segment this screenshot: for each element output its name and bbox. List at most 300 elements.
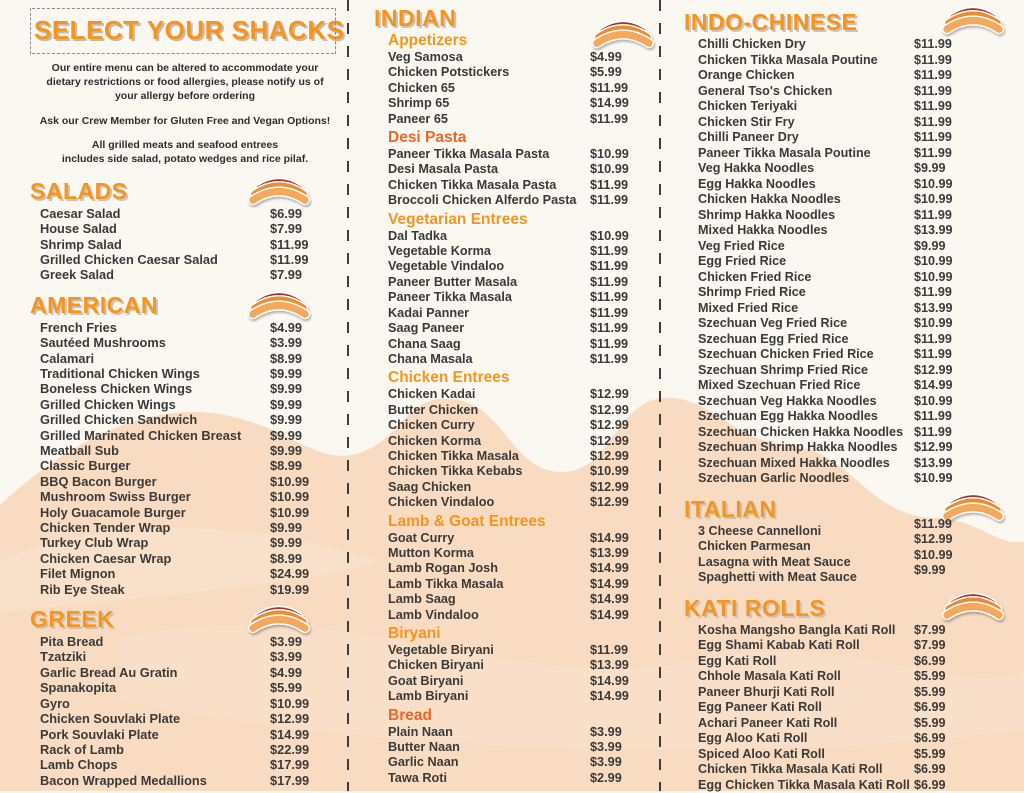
item-price: $13.99	[914, 301, 1014, 317]
menu-item	[388, 495, 656, 510]
item-price: $9.99	[270, 535, 336, 550]
item-price: $11.99	[914, 409, 1014, 425]
item-name: Szechuan Veg Hakka Noodles	[698, 394, 914, 410]
menu-item	[40, 267, 336, 282]
section-title: Vegetarian Entrees	[388, 211, 656, 228]
menu-item	[698, 37, 1014, 53]
item-name: Egg Shami Kabab Kati Roll	[698, 638, 914, 654]
item-name: Vegetable Korma	[388, 244, 590, 259]
menu-item	[388, 50, 656, 65]
menu-item	[388, 674, 656, 689]
item-price: $3.99	[270, 634, 336, 649]
item-name: Kosha Mangsho Bangla Kati Roll	[698, 623, 914, 639]
menu-item	[388, 321, 656, 336]
item-price: $9.99	[270, 428, 336, 443]
item-price: $10.99	[270, 489, 336, 504]
item-price: $10.99	[270, 696, 336, 711]
item-name: Szechuan Mixed Hakka Noodles	[698, 456, 914, 472]
item-name: Filet Mignon	[40, 566, 270, 581]
menu-item	[40, 443, 336, 458]
item-name: Chicken Tikka Masala Poutine	[698, 53, 914, 69]
section-desi-pasta	[388, 129, 656, 209]
hotdog-icon	[246, 177, 312, 206]
item-name: Garlic Bread Au Gratin	[40, 665, 270, 680]
item-price: $19.99	[270, 582, 336, 597]
menu-item	[388, 740, 656, 755]
column-divider-left	[347, 0, 349, 791]
item-price: $11.99	[914, 285, 1014, 301]
menu-item	[698, 623, 1014, 639]
item-price: $5.99	[914, 747, 1014, 763]
menu-item	[698, 192, 1014, 208]
item-price: $11.99	[914, 115, 1014, 131]
menu-item	[388, 112, 656, 127]
hotdog-icon	[246, 291, 312, 320]
section-vegetarian-entrees	[388, 211, 656, 368]
menu-item	[698, 425, 1014, 441]
item-name: Garlic Naan	[388, 755, 590, 770]
menu-item	[698, 332, 1014, 348]
item-price: $10.99	[914, 270, 1014, 286]
right-sections	[698, 10, 1014, 793]
section-greek	[40, 607, 336, 788]
item-price: $11.99	[914, 517, 1014, 533]
page-title: SELECT YOUR SHACKS	[34, 15, 332, 46]
item-price: $14.99	[590, 577, 656, 592]
menu-item	[698, 270, 1014, 286]
item-price: $10.99	[914, 254, 1014, 270]
item-name: Goat Biryani	[388, 674, 590, 689]
item-name: Rib Eye Steak	[40, 582, 270, 597]
menu-item	[698, 130, 1014, 146]
item-price: $14.99	[590, 674, 656, 689]
item-name: Chicken Souvlaki Plate	[40, 711, 270, 726]
menu-item	[698, 394, 1014, 410]
section-title: Desi Pasta	[388, 129, 656, 146]
item-name: Lamb Biryani	[388, 689, 590, 704]
item-price: $10.99	[914, 394, 1014, 410]
item-name: Chicken Parmesan	[698, 539, 914, 555]
item-name: Egg Kati Roll	[698, 654, 914, 670]
item-price: $5.99	[914, 669, 1014, 685]
item-price: $7.99	[914, 623, 1014, 639]
menu-item	[40, 397, 336, 412]
menu-item	[698, 456, 1014, 472]
item-name: Grilled Chicken Sandwich	[40, 412, 270, 427]
item-price: $11.99	[590, 306, 656, 321]
menu-item	[40, 381, 336, 396]
item-name: Gyro	[40, 696, 270, 711]
item-price: $9.99	[914, 239, 1014, 255]
item-name: Butter Chicken	[388, 403, 590, 418]
menu-item	[40, 320, 336, 335]
item-price: $9.99	[270, 381, 336, 396]
section-bread	[388, 707, 656, 787]
item-price: $14.99	[270, 727, 336, 742]
item-price: $11.99	[590, 178, 656, 193]
item-name: Vegetable Vindaloo	[388, 259, 590, 274]
menu-item	[698, 471, 1014, 487]
item-name: Chicken 65	[388, 81, 590, 96]
item-price: $14.99	[590, 561, 656, 576]
item-name: Szechuan Chicken Fried Rice	[698, 347, 914, 363]
item-price: $11.99	[914, 53, 1014, 69]
right-panel	[684, 10, 1014, 793]
menu-item	[698, 68, 1014, 84]
item-name: Egg Chicken Tikka Masala Kati Roll	[698, 778, 914, 793]
item-name: Chana Masala	[388, 352, 590, 367]
item-price: $4.99	[590, 50, 656, 65]
item-price: $11.99	[914, 99, 1014, 115]
menu-item	[698, 239, 1014, 255]
menu-item	[388, 531, 656, 546]
menu-item	[388, 96, 656, 111]
item-price: $11.99	[590, 643, 656, 658]
menu-item	[698, 84, 1014, 100]
item-name: Szechuan Egg Hakka Noodles	[698, 409, 914, 425]
item-name: Paneer 65	[388, 112, 590, 127]
menu-item	[40, 566, 336, 581]
section-appetizers	[388, 32, 656, 127]
menu-item	[40, 727, 336, 742]
item-price: $10.99	[590, 464, 656, 479]
item-name: Orange Chicken	[698, 68, 914, 84]
item-name: Chicken Korma	[388, 434, 590, 449]
item-price: $12.99	[590, 449, 656, 464]
item-name: Pork Souvlaki Plate	[40, 727, 270, 742]
menu-item	[698, 685, 1014, 701]
item-name: Spanakopita	[40, 680, 270, 695]
item-price: $10.99	[590, 162, 656, 177]
item-price: $10.99	[914, 177, 1014, 193]
item-price: $12.99	[590, 495, 656, 510]
item-name: Chicken Vindaloo	[388, 495, 590, 510]
item-price: $22.99	[270, 742, 336, 757]
item-name: Shrimp Fried Rice	[698, 285, 914, 301]
menu-item	[40, 206, 336, 221]
item-name: Lasagna with Meat Sauce	[698, 555, 914, 571]
menu-item	[388, 193, 656, 208]
item-name: French Fries	[40, 320, 270, 335]
section-salads	[40, 179, 336, 283]
item-price: $14.99	[590, 608, 656, 623]
item-name: Chilli Paneer Dry	[698, 130, 914, 146]
item-price: $4.99	[270, 320, 336, 335]
menu-item	[40, 634, 336, 649]
item-price: $10.99	[270, 474, 336, 489]
item-price: $12.99	[914, 363, 1014, 379]
item-price: $13.99	[914, 456, 1014, 472]
hotdog-icon	[590, 20, 656, 49]
item-price: $9.99	[914, 563, 1014, 579]
menu-item	[388, 755, 656, 770]
hotdog-icon	[246, 605, 312, 634]
item-price: $11.99	[590, 112, 656, 127]
item-name: Paneer Tikka Masala Pasta	[388, 147, 590, 162]
menu-item	[698, 716, 1014, 732]
item-price: $13.99	[590, 546, 656, 561]
section-title: Biryani	[388, 625, 656, 642]
item-name: Shrimp Salad	[40, 237, 270, 252]
middle-panel	[374, 6, 656, 786]
menu-item	[40, 428, 336, 443]
item-price: $12.99	[590, 434, 656, 449]
column-divider-right	[659, 0, 661, 791]
item-name: Egg Fried Rice	[698, 254, 914, 270]
item-price: $5.99	[914, 685, 1014, 701]
item-name: Holy Guacamole Burger	[40, 505, 270, 520]
item-price: $11.99	[914, 347, 1014, 363]
menu-item	[388, 608, 656, 623]
menu-item	[40, 520, 336, 535]
item-price: $5.99	[914, 716, 1014, 732]
item-name: Chicken Potstickers	[388, 65, 590, 80]
item-price: $3.99	[590, 755, 656, 770]
menu-item	[388, 178, 656, 193]
item-name: Veg Hakka Noodles	[698, 161, 914, 177]
item-price: $6.99	[914, 731, 1014, 747]
item-name: Boneless Chicken Wings	[40, 381, 270, 396]
item-price: $14.99	[590, 592, 656, 607]
item-price: $11.99	[590, 244, 656, 259]
menu-item	[388, 434, 656, 449]
item-name: Achari Paneer Kati Roll	[698, 716, 914, 732]
item-name: Turkey Club Wrap	[40, 535, 270, 550]
entrees-note	[34, 139, 336, 167]
menu-item	[40, 366, 336, 381]
item-price: $7.99	[914, 638, 1014, 654]
menu-item	[388, 464, 656, 479]
menu-item	[698, 654, 1014, 670]
item-name: Chicken Hakka Noodles	[698, 192, 914, 208]
item-price: $10.99	[914, 548, 1014, 564]
menu-item	[698, 161, 1014, 177]
item-name: Mutton Korma	[388, 546, 590, 561]
item-price: $13.99	[590, 658, 656, 673]
item-price: $6.99	[914, 654, 1014, 670]
item-price: $4.99	[270, 665, 336, 680]
item-price: $11.99	[914, 332, 1014, 348]
menu-item	[40, 351, 336, 366]
item-price: $11.99	[270, 237, 336, 252]
item-price: $6.99	[914, 762, 1014, 778]
item-price: $12.99	[590, 387, 656, 402]
item-name: Chana Saag	[388, 337, 590, 352]
section-indo-chinese	[698, 10, 1014, 487]
item-name: Mushroom Swiss Burger	[40, 489, 270, 504]
section-biryani	[388, 625, 656, 705]
menu-item	[388, 147, 656, 162]
menu-item	[388, 592, 656, 607]
item-price: $11.99	[914, 84, 1014, 100]
item-name: Lamb Vindaloo	[388, 608, 590, 623]
menu-item	[388, 387, 656, 402]
menu-title-frame	[32, 8, 334, 54]
item-name: 3 Cheese Cannelloni	[698, 524, 914, 540]
section-lamb-goat-entrees	[388, 513, 656, 623]
item-name: Mixed Fried Rice	[698, 301, 914, 317]
item-name: Lamb Tikka Masala	[388, 577, 590, 592]
section-title: Appetizers	[388, 32, 656, 49]
item-name: Veg Fried Rice	[698, 239, 914, 255]
menu-item	[698, 254, 1014, 270]
item-price: $5.99	[590, 65, 656, 80]
menu-item	[388, 771, 656, 786]
item-name: Grilled Chicken Caesar Salad	[40, 252, 270, 267]
section-title: ITALIAN	[684, 497, 1014, 521]
item-name: Saag Chicken	[388, 480, 590, 495]
item-price: $10.99	[914, 192, 1014, 208]
menu-item	[698, 223, 1014, 239]
section-american	[40, 293, 336, 597]
item-name: Saag Paneer	[388, 321, 590, 336]
menu-item	[388, 162, 656, 177]
item-name: Paneer Tikka Masala Poutine	[698, 146, 914, 162]
item-price: $5.99	[270, 680, 336, 695]
item-price: $17.99	[270, 757, 336, 772]
menu-item	[40, 696, 336, 711]
item-name: Lamb Saag	[388, 592, 590, 607]
item-name: Goat Curry	[388, 531, 590, 546]
menu-item	[40, 711, 336, 726]
item-name: Desi Masala Pasta	[388, 162, 590, 177]
item-price: $11.99	[590, 193, 656, 208]
item-price: $12.99	[914, 440, 1014, 456]
item-name: Tawa Roti	[388, 771, 590, 786]
item-name: Mixed Szechuan Fried Rice	[698, 378, 914, 394]
item-name: Chicken Kadai	[388, 387, 590, 402]
section-title: Bread	[388, 707, 656, 724]
menu-item	[698, 316, 1014, 332]
item-price: $11.99	[590, 337, 656, 352]
item-price: $7.99	[270, 267, 336, 282]
item-price: $8.99	[270, 458, 336, 473]
item-name: Paneer Tikka Masala	[388, 290, 590, 305]
item-name: Paneer Butter Masala	[388, 275, 590, 290]
menu-item	[40, 649, 336, 664]
item-price: $9.99	[914, 161, 1014, 177]
menu-item	[388, 337, 656, 352]
menu-item	[698, 99, 1014, 115]
menu-item	[388, 689, 656, 704]
menu-item	[40, 221, 336, 236]
dietary-note: Our entire menu can be altered to accommodate your dietary restrictions or food allergies, please notify us of your allergy before ordering	[34, 62, 336, 104]
item-price: $3.99	[590, 725, 656, 740]
item-price: $11.99	[590, 259, 656, 274]
item-price: $11.99	[590, 352, 656, 367]
item-name: Chicken Tikka Masala Pasta	[388, 178, 590, 193]
item-price: $3.99	[590, 740, 656, 755]
menu-item	[388, 725, 656, 740]
left-sections	[40, 179, 336, 788]
item-name: Szechuan Veg Fried Rice	[698, 316, 914, 332]
item-price: $14.99	[590, 531, 656, 546]
item-name: Lamb Chops	[40, 757, 270, 772]
menu-item	[388, 352, 656, 367]
menu-item	[388, 259, 656, 274]
section-kati-rolls	[698, 596, 1014, 793]
item-price: $7.99	[270, 221, 336, 236]
menu-item	[698, 409, 1014, 425]
menu-item	[698, 747, 1014, 763]
item-name: Broccoli Chicken Alferdo Pasta	[388, 193, 590, 208]
menu-item	[40, 237, 336, 252]
item-price: $12.99	[590, 403, 656, 418]
menu-item	[388, 290, 656, 305]
menu-item	[40, 742, 336, 757]
item-price: $24.99	[270, 566, 336, 581]
item-name: Spaghetti with Meat Sauce	[698, 570, 914, 586]
item-name: Veg Samosa	[388, 50, 590, 65]
item-price: $3.99	[270, 649, 336, 664]
menu-item	[698, 378, 1014, 394]
item-name: Szechuan Shrimp Fried Rice	[698, 363, 914, 379]
item-price: $14.99	[914, 378, 1014, 394]
item-name: Chicken Curry	[388, 418, 590, 433]
section-title: SALADS	[30, 179, 336, 203]
menu-item	[388, 546, 656, 561]
entrees-note-line1: All grilled meats and seafood entrees	[92, 139, 278, 151]
menu-item	[388, 577, 656, 592]
item-price: $6.99	[914, 700, 1014, 716]
item-name: Meatball Sub	[40, 443, 270, 458]
section-title: KATI ROLLS	[684, 596, 1014, 620]
menu-item	[698, 285, 1014, 301]
menu-item	[388, 244, 656, 259]
item-name: Chicken Fried Rice	[698, 270, 914, 286]
item-name: Szechuan Egg Fried Rice	[698, 332, 914, 348]
menu-item	[698, 669, 1014, 685]
section-title: Lamb & Goat Entrees	[388, 513, 656, 530]
item-price: $12.99	[270, 711, 336, 726]
item-name: BBQ Bacon Burger	[40, 474, 270, 489]
item-price: $10.99	[590, 147, 656, 162]
menu-item	[388, 561, 656, 576]
hotdog-icon	[940, 592, 1006, 621]
item-name: Chicken Tender Wrap	[40, 520, 270, 535]
item-name: Rack of Lamb	[40, 742, 270, 757]
section-title: Chicken Entrees	[388, 369, 656, 386]
menu-item	[40, 680, 336, 695]
item-price: $10.99	[914, 471, 1014, 487]
item-price: $11.99	[590, 321, 656, 336]
menu-item	[40, 535, 336, 550]
item-name: Kadai Panner	[388, 306, 590, 321]
item-price: $17.99	[270, 773, 336, 788]
item-name: Paneer Bhurji Kati Roll	[698, 685, 914, 701]
menu-item	[40, 412, 336, 427]
menu-item	[388, 480, 656, 495]
item-price: $6.99	[270, 206, 336, 221]
item-name: Traditional Chicken Wings	[40, 366, 270, 381]
item-name: Chicken Tikka Masala	[388, 449, 590, 464]
item-name: Egg Aloo Kati Roll	[698, 731, 914, 747]
item-name: Calamari	[40, 351, 270, 366]
item-name: Sautéed Mushrooms	[40, 335, 270, 350]
section-title: INDO-CHINESE	[684, 10, 1014, 34]
item-price: $3.99	[270, 335, 336, 350]
menu-item	[40, 489, 336, 504]
item-price: $12.99	[914, 532, 1014, 548]
item-name: Shrimp Hakka Noodles	[698, 208, 914, 224]
item-name: Chicken Teriyaki	[698, 99, 914, 115]
item-name: Szechuan Garlic Noodles	[698, 471, 914, 487]
menu-item	[40, 335, 336, 350]
item-price: $11.99	[914, 68, 1014, 84]
menu-item	[388, 275, 656, 290]
item-price: $11.99	[590, 290, 656, 305]
menu-item	[40, 773, 336, 788]
